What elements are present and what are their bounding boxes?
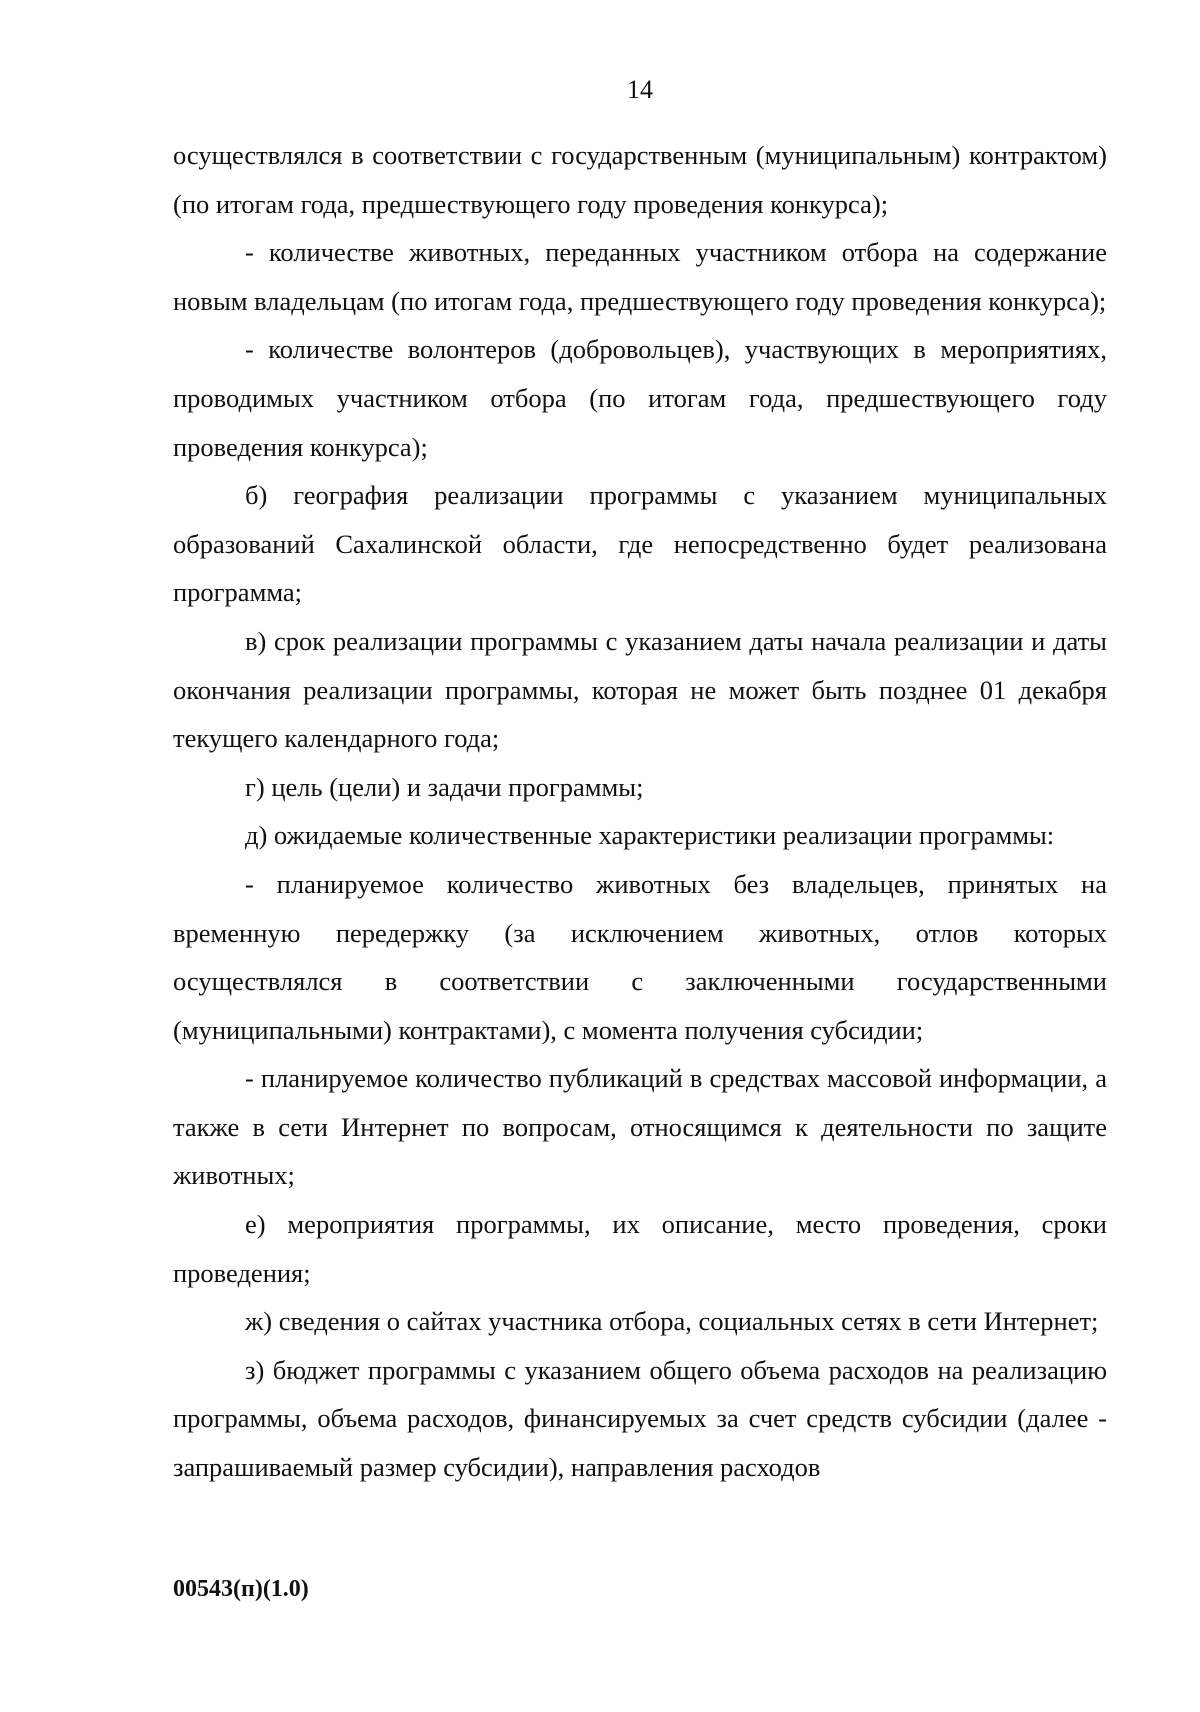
- paragraph-planned-publications: - планируемое количество публикаций в средствах массовой информации, а также в сети Интернет по вопросам, относящимся к деятельности по защите животных;: [173, 1063, 1107, 1191]
- document-body: [173, 131, 1107, 1492]
- document-code: 00543(п)(1.0): [173, 1576, 309, 1602]
- paragraph-goals: г) цель (цели) и задачи программы;: [245, 771, 644, 802]
- paragraph-geography: б) география реализации программы с указанием муниципальных образований Сахалинской области, где непосредственно будет реализована программа;: [173, 480, 1107, 608]
- paragraph-term: в) срок реализации программы с указанием даты начала реализации и даты окончания реализации программы, которая не может быть позднее 01 декабря текущего календарного года;: [173, 625, 1107, 754]
- paragraph-animals-transferred: - количестве животных, переданных участником отбора на содержание новым владельцам (по итогам года, предшествующего году проведения конкурса);: [173, 237, 1107, 316]
- page-number: 14: [627, 75, 653, 104]
- paragraph-budget: з) бюджет программы с указанием общего объема расходов на реализацию программы, объема расходов, финансируемых за счет средств субсидии (далее - запрашиваемый размер субсидии), направления расходов: [173, 1354, 1107, 1483]
- paragraph-websites: ж) сведения о сайтах участника отбора, социальных сетях в сети Интернет;: [245, 1306, 1099, 1337]
- paragraph-volunteers: - количестве волонтеров (добровольцев), участвующих в мероприятиях, проводимых участником отбора (по итогам года, предшествующего году проведения конкурса);: [173, 334, 1107, 462]
- paragraph-planned-animals: - планируемое количество животных без владельцев, принятых на временную передержку (за исключением животных, отлов которых осуществлялся в соответствии с заключенными государственными (муниципальными) контрактами), с момента получения субсидии;: [173, 868, 1107, 1045]
- paragraph-continuation: осуществлялся в соответствии с государственным (муниципальным) контрактом) (по итогам года, предшествующего году проведения конкурса);: [173, 140, 1107, 219]
- paragraph-events: е) мероприятия программы, их описание, место проведения, сроки проведения;: [173, 1209, 1107, 1288]
- paragraph-expected-characteristics: д) ожидаемые количественные характеристики реализации программы:: [245, 820, 1055, 851]
